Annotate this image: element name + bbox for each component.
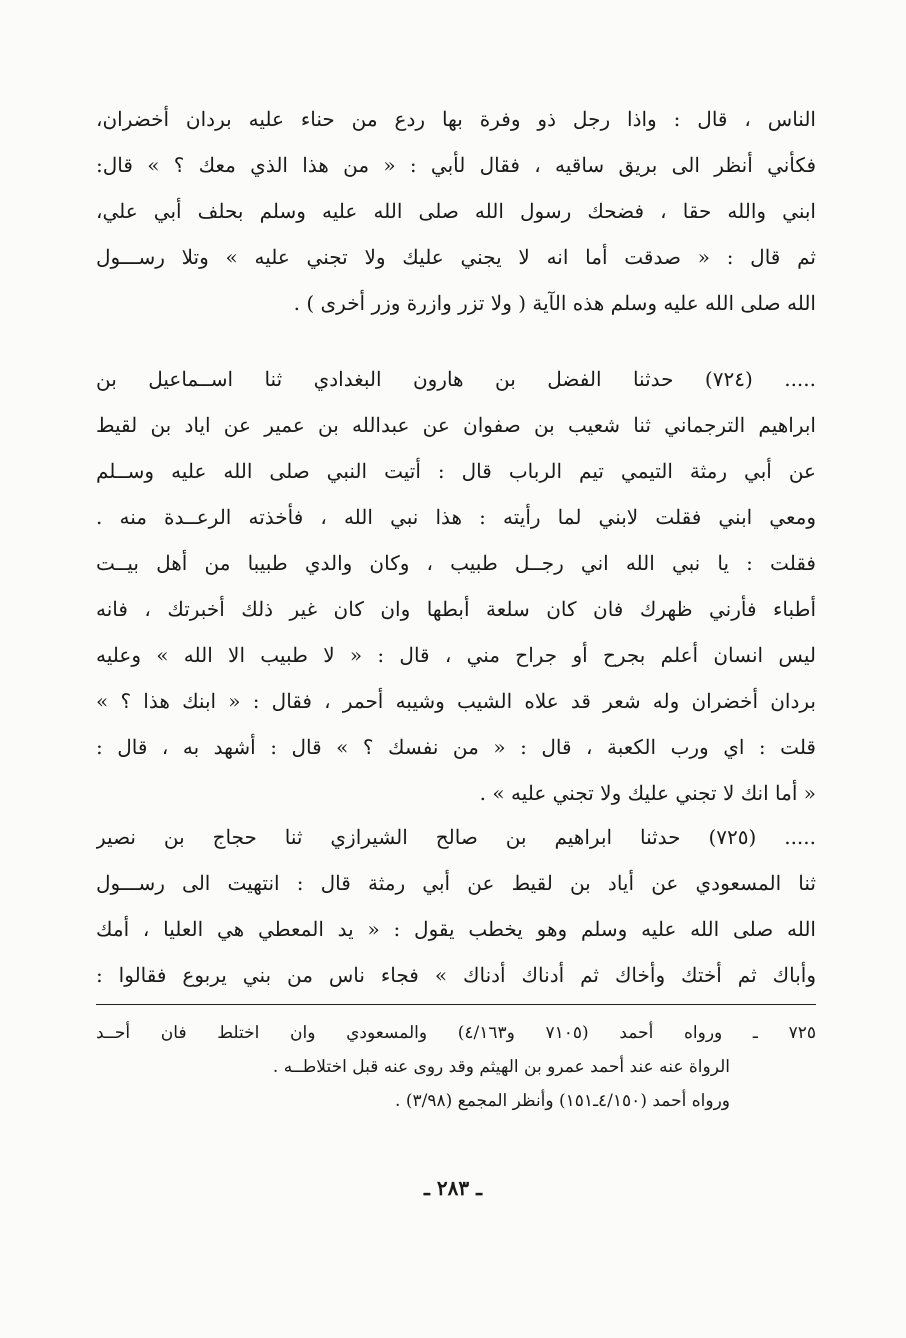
hadith-724 (96, 356, 816, 816)
text-line: ومعي ابني فقلت لابني لما رأيته : هذا نبي الله ، فأخذته الرعــدة منه . (96, 505, 816, 529)
text-line: أطباء فأرني ظهرك فان كان سلعة أبطها وان كان غير ذلك أخبرتك ، فانه (96, 597, 816, 621)
footnote-line: ٧٢٥ ـ ورواه أحمد (٧١٠٥ و٤/١٦٣) والمسعودي وان اختلط فان أحــد (96, 1023, 816, 1043)
hadith-725 (96, 814, 816, 998)
text-line: الناس ، قال : واذا رجل ذو وفرة بها ردع من حناء عليه بردان أخضران، (96, 107, 816, 131)
footnote-line: ورواه أحمد (٤/١٥٠ـ١٥١) وأنظر المجمع (٣/٩٨) . (395, 1091, 730, 1111)
text-line: بردان أخضران وله شعر قد علاه الشيب وشيبه أحمر ، فقال : « ابنك هذا ؟ » (96, 689, 816, 713)
text-line: فقلت : يا نبي الله اني رجــل طبيب ، وكان والدي طبيبا من أهل بيــت (96, 551, 816, 575)
text-line: ..... (٧٢٤) حدثنا الفضل بن هارون البغدادي ثنا اســماعيل بن (96, 367, 816, 391)
text-line: وأباك ثم أختك وأخاك ثم أدناك أدناك » فجاء ناس من بني يربوع فقالوا : (96, 963, 816, 987)
page-number: ـ ٢٨٣ ـ (424, 1176, 482, 1200)
text-line: ابراهيم الترجماني ثنا شعيب بن صفوان عن عبدالله بن عمير عن اياد بن لقيط (96, 413, 816, 437)
text-line: فكأني أنظر الى بريق ساقيه ، فقال لأبي : « من هذا الذي معك ؟ » قال: (96, 153, 816, 177)
footnote-725 (96, 1016, 816, 1118)
text-line: الله صلى الله عليه وسلم وهو يخطب يقول : « يد المعطي هي العليا ، أمك (96, 917, 816, 941)
text-line: عن أبي رمثة التيمي تيم الرباب قال : أتيت النبي صلى الله عليه وســلم (96, 459, 816, 483)
text-line: ثم قال : « صدقت أما انه لا يجني عليك ولا تجني عليه » وتلا رســـول (96, 245, 816, 269)
text-line: قلت : اي ورب الكعبة ، قال : « من نفسك ؟ » قال : أشهد به ، قال : (96, 735, 816, 759)
footnote-line: الرواة عنه عند أحمد عمرو بن الهيثم وقد روى عنه قبل اختلاطــه . (272, 1057, 730, 1077)
text-line: ليس انسان أعلم بجرح أو جراح مني ، قال : « لا طبيب الا الله » وعليه (96, 643, 816, 667)
text-line: ابني والله حقا ، فضحك رسول الله صلى الله عليه وسلم بحلف أبي علي، (96, 199, 816, 223)
text-line: الله صلى الله عليه وسلم هذه الآية ( ولا تزر وازرة وزر أخرى ) . (293, 291, 816, 315)
paragraph-continuation (96, 96, 816, 326)
text-line: « أما انك لا تجني عليك ولا تجني عليه » . (479, 781, 816, 805)
text-line: ..... (٧٢٥) حدثنا ابراهيم بن صالح الشيرازي ثنا حجاج بن نصير (96, 825, 816, 849)
text-line: ثنا المسعودي عن أياد بن لقيط عن أبي رمثة قال : انتهيت الى رســـول (96, 871, 816, 895)
footnote-divider (96, 1004, 816, 1005)
